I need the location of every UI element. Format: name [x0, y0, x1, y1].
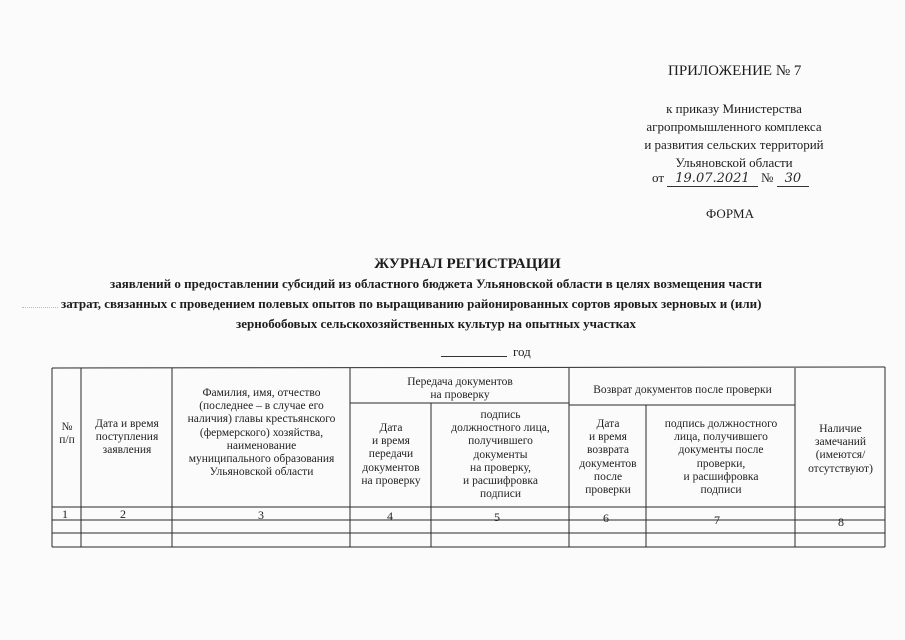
header-group-return: Возврат документов после проверки	[593, 384, 772, 396]
form-label: ФОРМА	[706, 206, 754, 221]
column-number: 4	[387, 509, 393, 523]
column-number: 3	[258, 508, 264, 522]
year-label: год	[513, 344, 531, 359]
order-line: и развития сельских территорий	[644, 137, 824, 152]
column-number: 8	[838, 515, 844, 529]
appendix-title: ПРИЛОЖЕНИЕ № 7	[668, 63, 802, 79]
header-col-return-signature: подпись должностного лица, получившего документы после проверки, и расшифровка подписи	[664, 418, 778, 497]
header-col-transfer-signature: подпись должностного лица, получившего документы на проверку, и расшифровка подписи	[451, 409, 550, 501]
table-top-border	[52, 367, 885, 368]
header-col-transfer-datetime: Дата и время передачи документов на проверку	[361, 422, 421, 487]
journal-subtitle-line: затрат, связанных с проведением полевых опытов по выращиванию районированных сортов яровых зерновых и (или)	[61, 296, 762, 311]
journal-subtitle-line: заявлений о предоставлении субсидий из областного бюджета Ульяновской области в целях возмещения части	[110, 276, 762, 291]
column-number: 1	[62, 507, 68, 521]
order-line: к приказу Министерства	[666, 101, 802, 116]
journal-subtitle-line: зернобобовых сельскохозяйственных культур на опытных участках	[236, 316, 636, 331]
column-number: 7	[714, 513, 720, 527]
header-col-applicant: Фамилия, имя, отчество (последнее – в случае его наличия) главы крестьянского (фермерского) хозяйства, наименование муниципального образования Ульяновской области	[187, 387, 336, 479]
header-col-received-datetime: Дата и время поступления заявления	[95, 418, 159, 457]
column-number: 5	[494, 510, 500, 524]
header-group-transfer: Передача документов на проверку	[407, 376, 513, 402]
header-col-return-datetime: Дата и время возврата документов после проверки	[579, 418, 637, 497]
column-number: 6	[603, 511, 609, 525]
header-col-remarks: Наличие замечаний (имеются/ отсутствуют)	[808, 423, 873, 475]
order-line: Ульяновской области	[675, 155, 793, 170]
order-number-prefix: №	[760, 170, 774, 185]
order-line: агропромышленного комплекса	[646, 119, 822, 134]
order-number-handwritten: 30	[777, 171, 810, 187]
order-date-prefix: от	[652, 170, 665, 185]
order-date-handwritten: 19.07.2021	[667, 171, 757, 187]
column-number: 2	[120, 507, 126, 521]
journal-title: ЖУРНАЛ РЕГИСТРАЦИИ	[374, 256, 561, 272]
header-col-number: № п/п	[59, 421, 75, 447]
